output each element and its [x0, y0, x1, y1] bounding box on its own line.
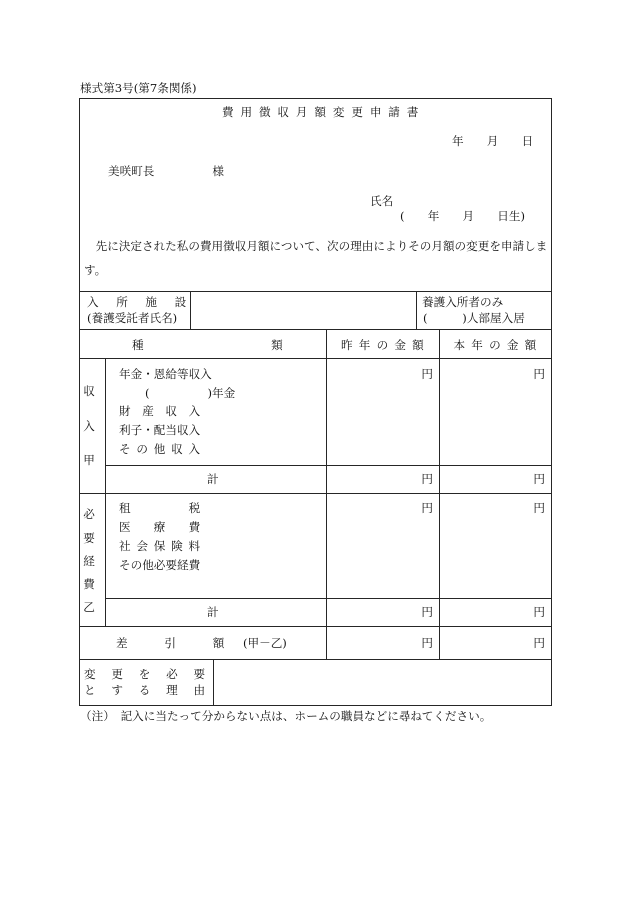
- income-prev-year-amount: [327, 359, 439, 465]
- expense-total-label: 計: [207, 605, 219, 619]
- expense-section-label: 必要経費乙: [83, 507, 95, 615]
- facility-sublabel: (養護受託者氏名): [87, 311, 178, 325]
- column-header-type: 種 類: [132, 338, 283, 352]
- income-item: そ の 他 収 入: [119, 442, 202, 456]
- form-title: 費 用 徴 収 月 額 変 更 申 請 書: [222, 105, 420, 119]
- yen-unit: 円: [421, 501, 433, 515]
- application-statement: 先に決定された私の費用徴収月額について、次の理由によりその月額の変更を申請します。: [84, 239, 548, 277]
- application-date: 年 月 日: [452, 134, 534, 148]
- expense-item: 租 税: [119, 501, 201, 515]
- expense-prev-year-amount: [327, 494, 439, 598]
- applicant-birthdate: ( 年 月 日生): [400, 209, 525, 223]
- form-number: 様式第3号(第7条関係): [80, 81, 197, 95]
- room-type-note: 養護入所者のみ: [422, 295, 504, 309]
- column-header-prev-year: 昨 年 の 金 額: [341, 338, 425, 352]
- income-total-this-year: [440, 466, 551, 493]
- yen-unit: 円: [533, 472, 545, 486]
- expense-item: 医 療 費: [119, 520, 201, 534]
- footnote: （注） 記入に当たって分からない点は、ホームの職員などに尋ねてください。: [80, 709, 492, 723]
- room-type-field: ( )人部屋入居: [423, 311, 525, 325]
- yen-unit: 円: [533, 636, 545, 650]
- expense-item: 社 会 保 険 料: [119, 539, 202, 553]
- difference-formula: (甲－乙): [243, 636, 287, 650]
- income-item: 財 産 収 入: [119, 404, 201, 418]
- yen-unit: 円: [421, 605, 433, 619]
- table-rule: [79, 329, 552, 330]
- yen-unit: 円: [533, 605, 545, 619]
- yen-unit: 円: [533, 367, 545, 381]
- expense-total-prev-year: [327, 599, 439, 626]
- income-total-prev-year: [327, 466, 439, 493]
- income-item: 利子・配当収入: [119, 423, 201, 437]
- facility-label: 入 所 施 設: [87, 295, 190, 309]
- expense-this-year-amount: [440, 494, 551, 598]
- table-rule: [105, 358, 106, 626]
- table-rule: [416, 291, 417, 329]
- income-item: 年金・恩給等収入: [119, 367, 212, 381]
- income-item: ( )年金: [145, 386, 236, 400]
- reason-field: [214, 660, 551, 705]
- expense-item: その他必要経費: [119, 558, 201, 572]
- expense-total-this-year: [440, 599, 551, 626]
- income-total-label: 計: [207, 472, 219, 486]
- yen-unit: 円: [421, 367, 433, 381]
- difference-this-year: [440, 627, 551, 659]
- reason-label: 変 更 を 必 要: [84, 667, 208, 681]
- reason-label: と す る 理 由: [84, 683, 208, 697]
- yen-unit: 円: [421, 472, 433, 486]
- difference-label: 差 引 額: [116, 636, 225, 650]
- income-this-year-amount: [440, 359, 551, 465]
- column-header-this-year: 本 年 の 金 額: [453, 338, 538, 352]
- yen-unit: 円: [533, 501, 545, 515]
- addressee: 美咲町長 様: [108, 164, 224, 178]
- facility-name-field: [191, 292, 416, 329]
- yen-unit: 円: [421, 636, 433, 650]
- income-section-label: 収入甲: [83, 384, 95, 467]
- applicant-name-label: 氏名: [370, 194, 394, 208]
- difference-prev-year: [327, 627, 439, 659]
